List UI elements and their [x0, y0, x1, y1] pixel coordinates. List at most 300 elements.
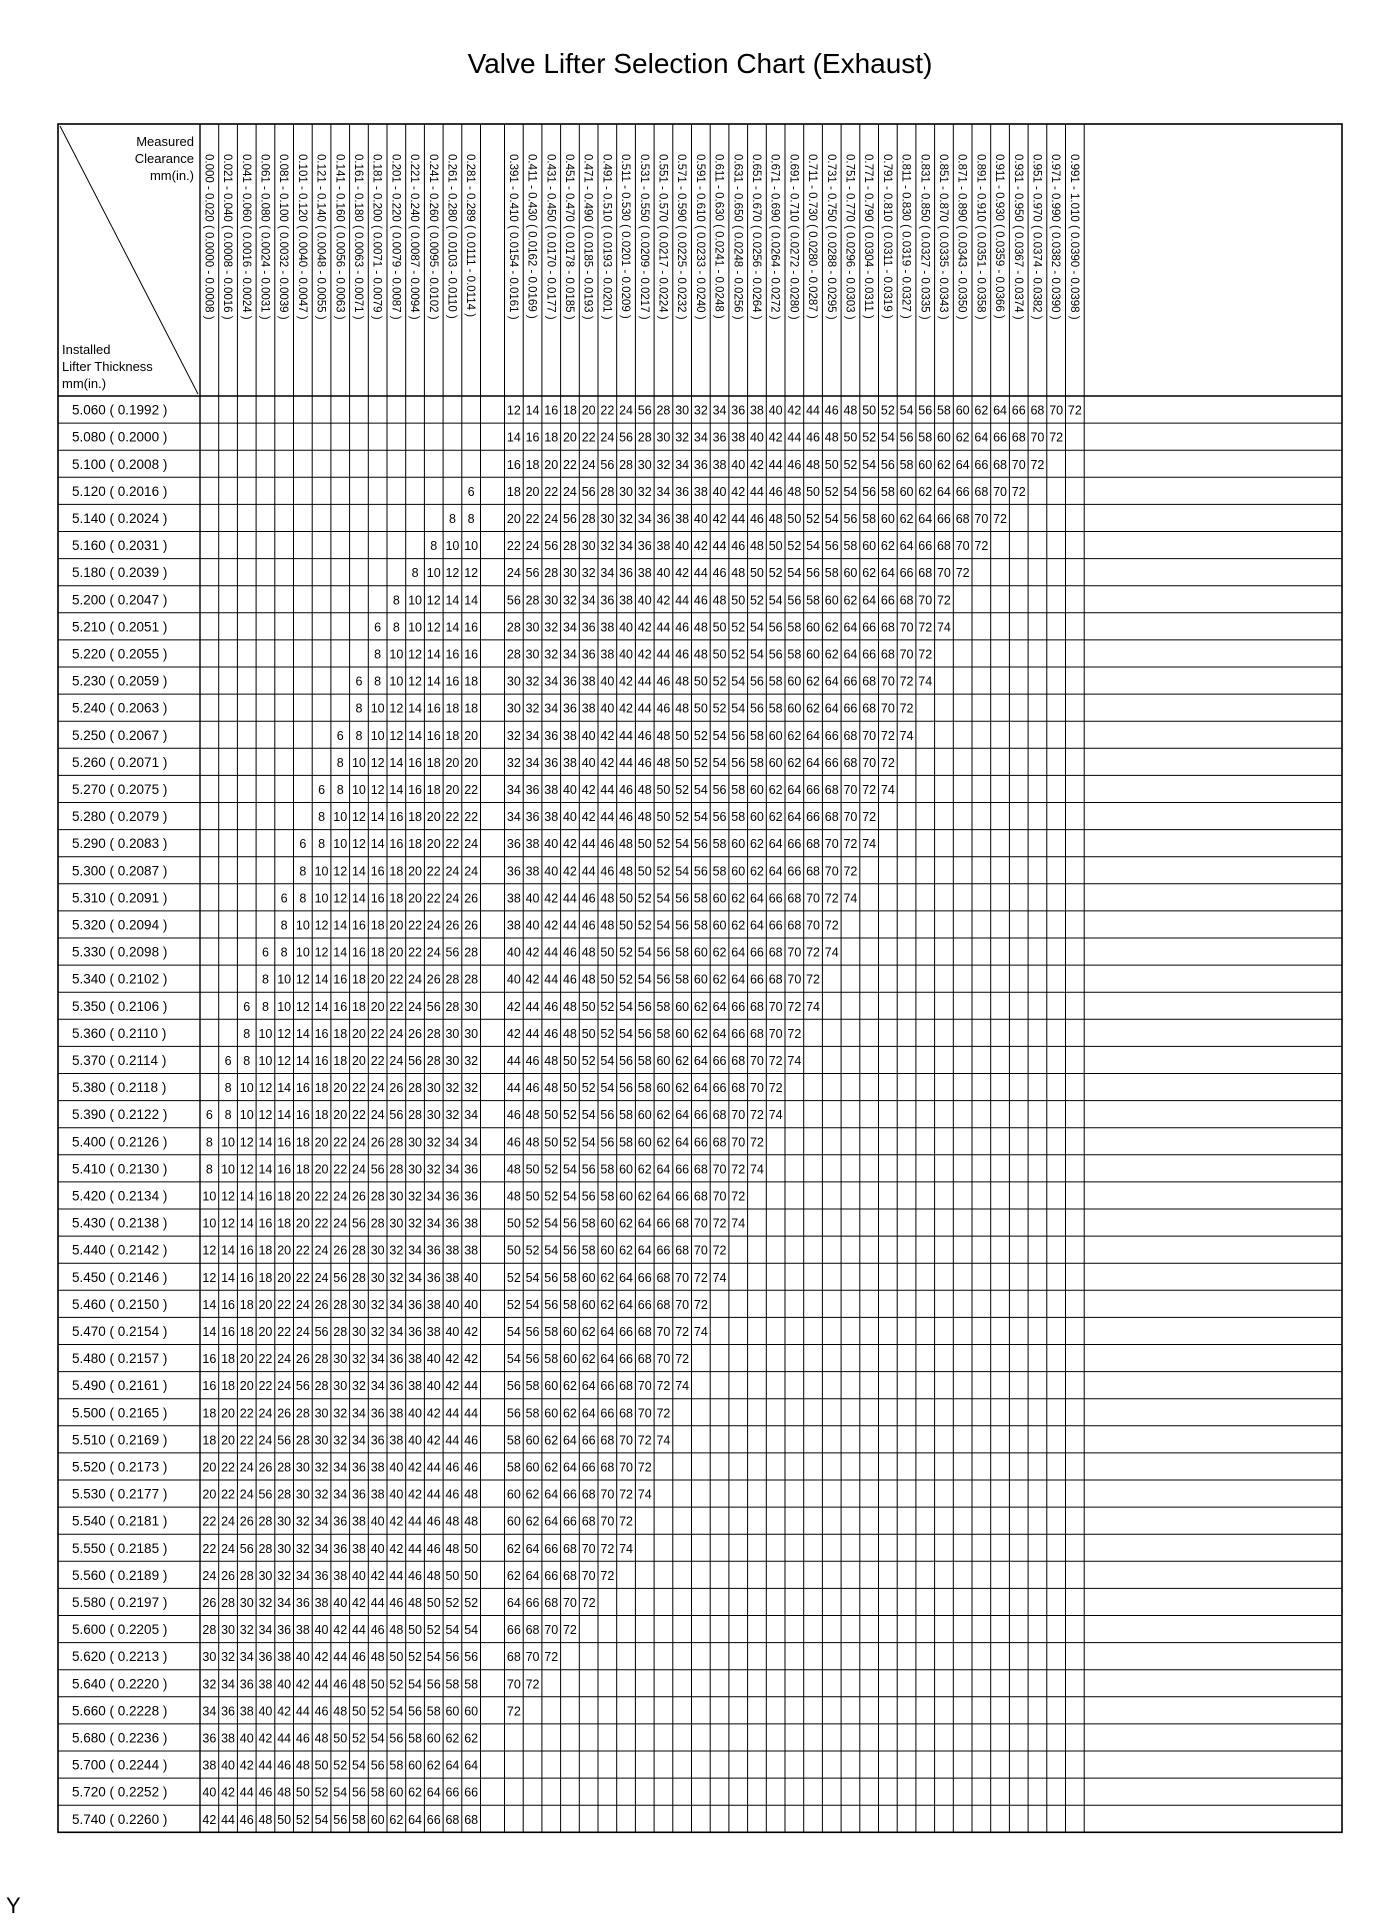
table-cell: 10	[221, 1162, 236, 1177]
table-cell: 32	[314, 1460, 329, 1475]
table-cell: 20	[239, 1379, 254, 1394]
table-cell: 74	[637, 1487, 652, 1502]
table-cell: 62	[619, 1216, 634, 1231]
table-cell: 44	[544, 945, 559, 960]
column-header: 0.831 - 0.850 ( 0.0327 - 0.0335 )	[918, 154, 931, 320]
table-cell: 54	[880, 430, 895, 445]
table-cell: 46	[426, 1541, 441, 1556]
table-cell: 30	[445, 1026, 460, 1041]
table-cell: 68	[637, 1324, 652, 1339]
row-label: 5.520 ( 0.2173 )	[72, 1459, 168, 1475]
table-cell: 24	[619, 403, 634, 418]
row-label: 5.660 ( 0.2228 )	[72, 1703, 168, 1719]
table-cell: 50	[787, 511, 802, 526]
column-header: 0.791 - 0.810 ( 0.0311 - 0.0319 )	[880, 154, 893, 319]
table-cell: 56	[880, 457, 895, 472]
table-cell: 48	[637, 810, 652, 825]
table-cell: 50	[619, 891, 634, 906]
table-cell: 58	[936, 403, 951, 418]
table-cell: 22	[445, 837, 460, 852]
table-cell: 50	[581, 1026, 596, 1041]
table-cell: 70	[581, 1568, 596, 1583]
table-cell: 74	[787, 1053, 802, 1068]
table-cell: 10	[221, 1135, 236, 1150]
table-cell: 30	[426, 1081, 441, 1096]
table-cell: 44	[277, 1731, 292, 1746]
table-cell: 38	[544, 810, 559, 825]
table-cell: 48	[712, 593, 727, 608]
table-cell: 60	[464, 1704, 479, 1719]
table-cell: 32	[544, 647, 559, 662]
table-cell: 26	[445, 918, 460, 933]
table-cell: 56	[862, 484, 877, 499]
table-cell: 32	[445, 1108, 460, 1123]
table-cell: 50	[843, 430, 858, 445]
table-cell: 30	[581, 539, 596, 554]
table-cell: 12	[351, 837, 366, 852]
table-cell: 68	[1011, 430, 1026, 445]
table-cell: 68	[581, 1514, 596, 1529]
table-cell: 26	[239, 1514, 254, 1529]
table-cell: 38	[619, 593, 634, 608]
table-cell: 60	[843, 566, 858, 581]
table-cell: 12	[408, 674, 423, 689]
row-label: 5.290 ( 0.2083 )	[72, 836, 168, 852]
table-cell: 10	[408, 593, 423, 608]
column-header: 0.811 - 0.830 ( 0.0319 - 0.0327 )	[899, 154, 912, 319]
table-cell: 34	[370, 1379, 385, 1394]
table-cell: 26	[277, 1406, 292, 1421]
table-cell: 72	[843, 864, 858, 879]
table-cell: 72	[918, 647, 933, 662]
table-cell: 36	[408, 1324, 423, 1339]
table-cell: 32	[389, 1243, 404, 1258]
table-cell: 58	[544, 1324, 559, 1339]
table-cell: 58	[656, 1026, 671, 1041]
table-cell: 58	[389, 1758, 404, 1773]
table-cell: 18	[562, 403, 577, 418]
table-cell: 42	[277, 1704, 292, 1719]
table-cell: 36	[525, 810, 540, 825]
table-cell: 32	[600, 539, 615, 554]
table-cell: 66	[731, 999, 746, 1014]
table-cell: 32	[525, 674, 540, 689]
table-cell: 72	[1049, 430, 1064, 445]
table-cell: 58	[899, 457, 914, 472]
table-cell: 30	[506, 674, 521, 689]
table-cell: 58	[464, 1677, 479, 1692]
measured-clearance-label: mm(in.)	[149, 168, 194, 183]
table-cell: 58	[637, 1081, 652, 1096]
table-cell: 20	[544, 457, 559, 472]
table-cell: 44	[408, 1541, 423, 1556]
table-cell: 70	[544, 1623, 559, 1638]
table-cell: 66	[464, 1785, 479, 1800]
table-cell: 12	[426, 620, 441, 635]
table-cell: 48	[656, 728, 671, 743]
table-cell: 44	[600, 810, 615, 825]
table-cell: 72	[693, 1297, 708, 1312]
table-cell: 18	[221, 1379, 236, 1394]
table-cell: 36	[712, 430, 727, 445]
table-cell: 54	[637, 972, 652, 987]
table-cell: 36	[464, 1189, 479, 1204]
table-cell: 28	[408, 1108, 423, 1123]
table-cell: 56	[258, 1487, 273, 1502]
table-cell: 10	[202, 1216, 217, 1231]
table-cell: 62	[899, 511, 914, 526]
table-cell: 50	[619, 918, 634, 933]
table-cell: 24	[202, 1568, 217, 1583]
table-cell: 46	[562, 972, 577, 987]
table-cell: 46	[787, 457, 802, 472]
table-cell: 54	[314, 1812, 329, 1827]
table-cell: 58	[731, 810, 746, 825]
table-cell: 32	[314, 1487, 329, 1502]
table-cell: 62	[749, 837, 764, 852]
table-cell: 62	[389, 1812, 404, 1827]
table-cell: 72	[993, 511, 1008, 526]
table-cell: 42	[600, 728, 615, 743]
table-cell: 52	[389, 1677, 404, 1692]
table-cell: 72	[600, 1541, 615, 1556]
table-cell: 66	[619, 1324, 634, 1339]
table-cell: 14	[202, 1297, 217, 1312]
table-cell: 48	[806, 457, 821, 472]
table-cell: 70	[619, 1433, 634, 1448]
table-cell: 58	[693, 918, 708, 933]
row-label: 5.310 ( 0.2091 )	[72, 890, 168, 906]
row-label: 5.380 ( 0.2118 )	[72, 1080, 167, 1096]
table-cell: 44	[258, 1758, 273, 1773]
table-cell: 42	[239, 1758, 254, 1773]
table-cell: 66	[544, 1568, 559, 1583]
table-cell: 56	[370, 1758, 385, 1773]
table-cell: 44	[562, 918, 577, 933]
table-cell: 68	[464, 1812, 479, 1827]
table-cell: 40	[581, 728, 596, 743]
table-cell: 56	[581, 1162, 596, 1177]
table-cell: 72	[693, 1270, 708, 1285]
table-cell: 38	[464, 1243, 479, 1258]
table-cell: 28	[389, 1135, 404, 1150]
table-cell: 66	[880, 593, 895, 608]
table-cell: 62	[656, 1108, 671, 1123]
table-cell: 48	[731, 566, 746, 581]
table-cell: 60	[936, 430, 951, 445]
table-cell: 48	[464, 1487, 479, 1502]
table-cell: 8	[205, 1135, 213, 1150]
table-cell: 22	[258, 1379, 273, 1394]
table-cell: 64	[600, 1352, 615, 1367]
table-cell: 70	[1030, 430, 1045, 445]
table-cell: 72	[1011, 484, 1026, 499]
table-cell: 34	[675, 457, 690, 472]
table-cell: 42	[445, 1352, 460, 1367]
table-cell: 18	[445, 728, 460, 743]
table-cell: 50	[693, 701, 708, 716]
table-cell: 40	[202, 1785, 217, 1800]
table-cell: 32	[239, 1623, 254, 1638]
table-cell: 72	[1030, 457, 1045, 472]
table-cell: 48	[787, 484, 802, 499]
table-cell: 64	[806, 755, 821, 770]
table-cell: 74	[843, 891, 858, 906]
table-cell: 24	[600, 430, 615, 445]
table-cell: 58	[768, 701, 783, 716]
row-label: 5.430 ( 0.2138 )	[72, 1215, 168, 1231]
table-cell: 16	[333, 972, 348, 987]
table-cell: 48	[693, 620, 708, 635]
table-cell: 68	[656, 1270, 671, 1285]
column-header: 0.161 - 0.180 ( 0.0063 - 0.0071 )	[351, 154, 364, 320]
table-cell: 6	[280, 891, 288, 906]
table-cell: 64	[637, 1243, 652, 1258]
table-cell: 52	[408, 1650, 423, 1665]
table-cell: 50	[562, 1053, 577, 1068]
row-label: 5.220 ( 0.2055 )	[72, 646, 168, 662]
table-cell: 68	[656, 1297, 671, 1312]
table-cell: 60	[600, 1216, 615, 1231]
table-cell: 52	[712, 674, 727, 689]
table-cell: 22	[525, 511, 540, 526]
table-cell: 50	[600, 972, 615, 987]
table-cell: 32	[389, 1270, 404, 1285]
table-cell: 70	[749, 1053, 764, 1068]
table-cell: 16	[408, 755, 423, 770]
table-cell: 54	[562, 1189, 577, 1204]
table-cell: 40	[445, 1324, 460, 1339]
table-cell: 52	[712, 701, 727, 716]
table-cell: 42	[544, 918, 559, 933]
table-cell: 52	[333, 1758, 348, 1773]
table-cell: 52	[370, 1704, 385, 1719]
table-cell: 52	[693, 728, 708, 743]
table-cell: 54	[506, 1352, 521, 1367]
table-cell: 48	[333, 1704, 348, 1719]
table-cell: 38	[389, 1433, 404, 1448]
table-cell: 54	[581, 1135, 596, 1150]
table-cell: 62	[974, 403, 989, 418]
table-cell: 46	[464, 1460, 479, 1475]
table-cell: 24	[464, 864, 479, 879]
table-cell: 36	[295, 1595, 310, 1610]
table-cell: 66	[619, 1352, 634, 1367]
table-cell: 48	[824, 430, 839, 445]
table-cell: 36	[464, 1162, 479, 1177]
table-cell: 58	[787, 647, 802, 662]
table-cell: 64	[843, 620, 858, 635]
table-cell: 56	[806, 566, 821, 581]
table-cell: 8	[374, 674, 382, 689]
table-cell: 20	[295, 1216, 310, 1231]
table-cell: 50	[581, 999, 596, 1014]
table-cell: 10	[239, 1108, 254, 1123]
table-cell: 36	[426, 1243, 441, 1258]
table-cell: 56	[506, 1406, 521, 1421]
table-cell: 30	[314, 1406, 329, 1421]
table-cell: 32	[581, 566, 596, 581]
table-cell: 38	[445, 1243, 460, 1258]
table-cell: 22	[408, 918, 423, 933]
table-cell: 70	[843, 810, 858, 825]
table-cell: 40	[506, 945, 521, 960]
table-cell: 74	[768, 1108, 783, 1123]
row-label: 5.500 ( 0.2165 )	[72, 1405, 168, 1421]
table-cell: 56	[544, 539, 559, 554]
table-cell: 46	[239, 1812, 254, 1827]
table-cell: 66	[768, 891, 783, 906]
table-cell: 18	[239, 1297, 254, 1312]
table-cell: 30	[295, 1460, 310, 1475]
table-cell: 68	[787, 918, 802, 933]
table-cell: 62	[562, 1379, 577, 1394]
table-cell: 22	[202, 1514, 217, 1529]
table-cell: 66	[787, 864, 802, 879]
table-cell: 34	[525, 755, 540, 770]
table-cell: 24	[426, 918, 441, 933]
installed-thickness-label: Installed	[62, 342, 111, 357]
table-cell: 64	[693, 1053, 708, 1068]
table-cell: 54	[862, 457, 877, 472]
table-cell: 24	[426, 945, 441, 960]
row-label: 5.260 ( 0.2071 )	[72, 754, 168, 770]
table-cell: 60	[675, 1026, 690, 1041]
table-cell: 52	[619, 972, 634, 987]
table-cell: 20	[202, 1487, 217, 1502]
table-cell: 56	[749, 674, 764, 689]
column-header: 0.871 - 0.890 ( 0.0343 - 0.0350 )	[955, 154, 968, 320]
table-cell: 34	[295, 1568, 310, 1583]
table-cell: 58	[787, 620, 802, 635]
column-header: 0.241 - 0.260 ( 0.0095 - 0.0102 )	[426, 154, 439, 320]
table-cell: 8	[355, 728, 363, 743]
table-cell: 60	[525, 1433, 540, 1448]
table-cell: 72	[806, 945, 821, 960]
table-cell: 62	[843, 593, 858, 608]
table-cell: 42	[426, 1433, 441, 1448]
row-label: 5.470 ( 0.2154 )	[72, 1323, 168, 1339]
table-cell: 58	[749, 755, 764, 770]
table-cell: 8	[205, 1162, 213, 1177]
table-cell: 68	[712, 1135, 727, 1150]
table-cell: 50	[370, 1677, 385, 1692]
table-cell: 54	[600, 1081, 615, 1096]
table-cell: 34	[464, 1108, 479, 1123]
table-cell: 8	[411, 566, 419, 581]
table-cell: 72	[619, 1514, 634, 1529]
table-cell: 24	[445, 891, 460, 906]
table-cell: 14	[525, 403, 540, 418]
table-cell: 46	[426, 1514, 441, 1529]
table-cell: 34	[544, 701, 559, 716]
table-cell: 62	[619, 1243, 634, 1258]
table-cell: 70	[768, 1026, 783, 1041]
table-cell: 28	[314, 1352, 329, 1367]
table-cell: 52	[693, 755, 708, 770]
table-cell: 50	[712, 647, 727, 662]
table-cell: 44	[295, 1704, 310, 1719]
table-cell: 44	[581, 864, 596, 879]
table-cell: 12	[258, 1108, 273, 1123]
table-cell: 30	[333, 1379, 348, 1394]
table-cell: 48	[277, 1785, 292, 1800]
table-cell: 50	[408, 1623, 423, 1638]
table-cell: 34	[562, 647, 577, 662]
table-cell: 44	[637, 674, 652, 689]
table-cell: 16	[370, 891, 385, 906]
table-cell: 14	[221, 1243, 236, 1258]
table-cell: 48	[619, 837, 634, 852]
table-cell: 12	[464, 566, 479, 581]
table-cell: 30	[389, 1216, 404, 1231]
column-header: 0.041 - 0.060 ( 0.0016 - 0.0024 )	[239, 154, 252, 320]
table-cell: 24	[408, 972, 423, 987]
table-cell: 68	[824, 782, 839, 797]
table-cell: 38	[239, 1704, 254, 1719]
table-cell: 70	[619, 1460, 634, 1475]
table-cell: 68	[1030, 403, 1045, 418]
table-cell: 24	[408, 999, 423, 1014]
table-cell: 28	[656, 403, 671, 418]
table-cell: 44	[506, 1081, 521, 1096]
table-cell: 22	[351, 1081, 366, 1096]
table-cell: 64	[824, 701, 839, 716]
table-cell: 12	[221, 1189, 236, 1204]
table-cell: 32	[277, 1568, 292, 1583]
table-cell: 48	[675, 674, 690, 689]
table-cell: 28	[370, 1216, 385, 1231]
table-cell: 22	[295, 1243, 310, 1258]
table-cell: 52	[426, 1623, 441, 1638]
table-cell: 58	[581, 1216, 596, 1231]
table-cell: 12	[506, 403, 521, 418]
table-cell: 68	[445, 1812, 460, 1827]
table-cell: 58	[712, 837, 727, 852]
table-cell: 50	[675, 728, 690, 743]
table-cell: 50	[824, 457, 839, 472]
table-cell: 54	[525, 1270, 540, 1285]
table-cell: 36	[506, 837, 521, 852]
table-cell: 22	[581, 430, 596, 445]
table-cell: 44	[656, 620, 671, 635]
table-cell: 30	[389, 1189, 404, 1204]
table-cell: 58	[918, 430, 933, 445]
table-cell: 52	[581, 1053, 596, 1068]
page-title: Valve Lifter Selection Chart (Exhaust)	[467, 48, 933, 79]
table-cell: 50	[277, 1812, 292, 1827]
table-cell: 32	[295, 1541, 310, 1556]
table-cell: 16	[314, 1026, 329, 1041]
table-cell: 32	[693, 403, 708, 418]
table-cell: 30	[277, 1514, 292, 1529]
table-cell: 8	[374, 647, 382, 662]
table-cell: 56	[637, 403, 652, 418]
table-cell: 46	[389, 1595, 404, 1610]
table-cell: 56	[562, 1216, 577, 1231]
table-cell: 32	[656, 457, 671, 472]
table-cell: 42	[202, 1812, 217, 1827]
table-cell: 44	[712, 539, 727, 554]
table-cell: 14	[351, 864, 366, 879]
row-label: 5.250 ( 0.2067 )	[72, 727, 168, 743]
table-cell: 64	[936, 484, 951, 499]
table-cell: 50	[506, 1243, 521, 1258]
table-cell: 64	[787, 782, 802, 797]
table-cell: 72	[862, 810, 877, 825]
table-cell: 36	[258, 1650, 273, 1665]
row-label: 5.140 ( 0.2024 )	[72, 510, 168, 526]
